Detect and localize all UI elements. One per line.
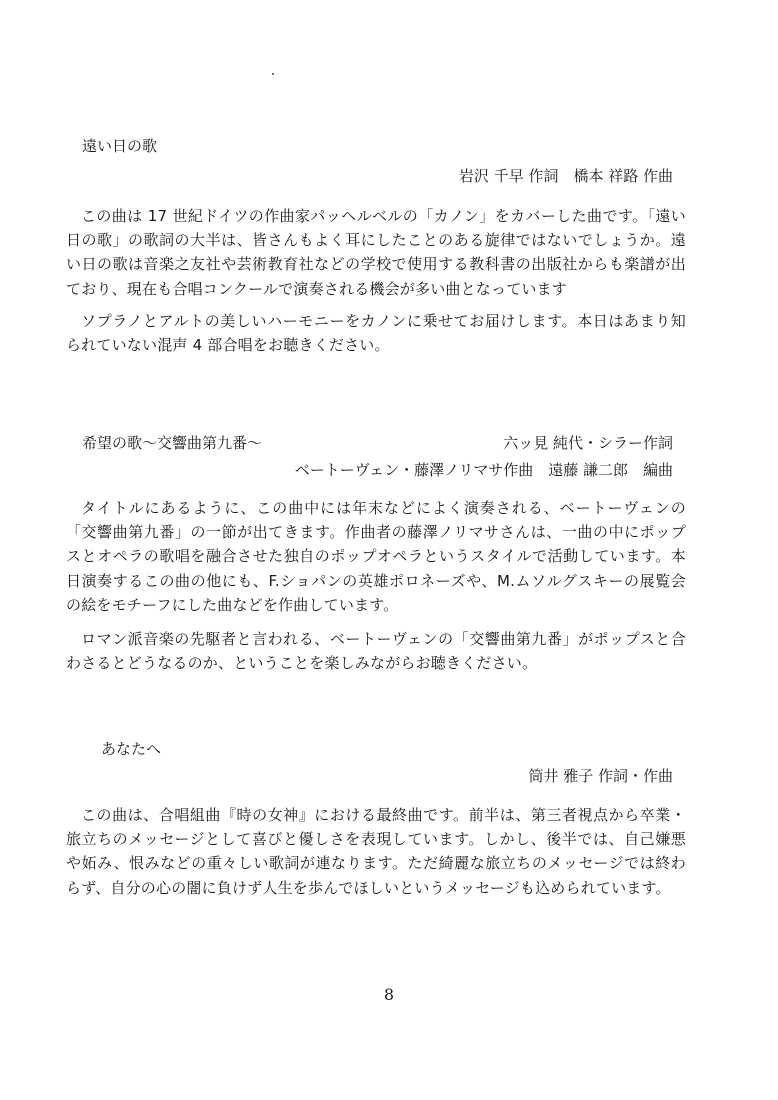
- song-title-2: 希望の歌〜交響曲第九番〜: [82, 434, 263, 452]
- song-credit-2b: ベートーヴェン・藤澤ノリマサ作曲 遠藤 謙二郎 編曲: [294, 461, 673, 479]
- song-3-paragraph-1: この曲は、合唱組曲『時の女神』における最終曲です。前半は、第三者視点から卒業・旅立ちのメッセージとして喜びと優しさを表現しています。しかし、後半では、自己嫌悪や妬み、恨みなどの重々しい歌詞が連なります。ただ綺麗な旅立ちのメッセージでは終わらず、自分の心の闇に負けず人生を歩んでほしいというメッセージも込められています。: [66, 806, 686, 897]
- song-2-paragraph-1: タイトルにあるように、この曲中には年末などによく演奏される、ベートーヴェンの「交響曲第九番」の一節が出てきます。作曲者の藤澤ノリマサさんは、一曲の中にポップスとオペラの歌唱を融合させた独自のポップオペラというスタイルで活動しています。本日演奏するこの曲の他にも、F.ショパンの英雄ポロネーズや、M.ムソルグスキーの展覧会の絵をモチーフにした曲などを作曲しています。: [66, 499, 686, 614]
- song-1-paragraph-1: この曲は 17 世紀ドイツの作曲家パッヘルベルの「カノン」をカバーした曲です。「遠い日の歌」の歌詞の大半は、皆さんもよく耳にしたことのある旋律ではないでしょうか。遠い日の歌は音楽之友社や芸術教育社などの学校で使用する教科書の出版社からも楽譜が出ており、現在も合唱コンクールで演奏される機会が多い曲となっています: [66, 207, 686, 298]
- scan-speck: [272, 73, 274, 75]
- song-1-paragraph-2: ソプラノとアルトの美しいハーモニーをカノンに乗せてお届けします。本日はあまり知られていない混声 4 部合唱をお聴きください。: [66, 312, 686, 355]
- page-number: 8: [383, 985, 395, 1004]
- song-credit-1: 岩沢 千早 作詞 橋本 祥路 作曲: [458, 167, 673, 185]
- song-2-paragraph-2: ロマン派音楽の先駆者と言われる、ベートーヴェンの「交響曲第九番」がポップスと合わさるとどうなるのか、ということを楽しみながらお聴きください。: [66, 630, 686, 673]
- song-credit-2a: 六ッ見 純代・シラー作詞: [503, 434, 673, 452]
- song-title-1: 遠い日の歌: [82, 137, 158, 155]
- song-credit-3: 筒井 雅子 作詞・作曲: [528, 767, 673, 785]
- song-title-3: あなたへ: [101, 740, 162, 758]
